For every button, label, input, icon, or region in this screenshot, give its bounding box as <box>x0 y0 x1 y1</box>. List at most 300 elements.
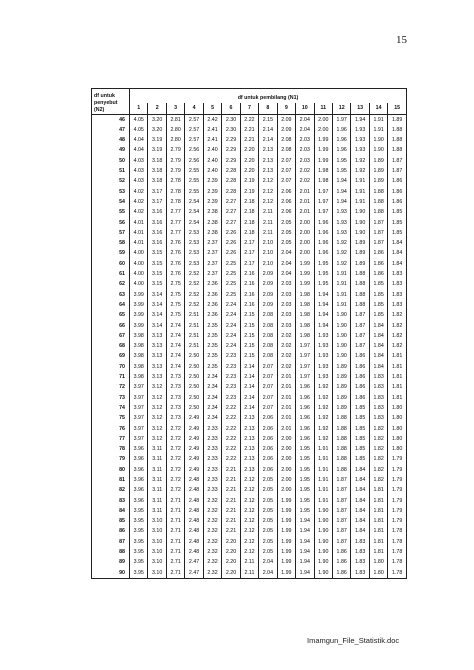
table-cell: 3.17 <box>148 197 166 207</box>
table-cell: 2.20 <box>222 537 240 547</box>
table-cell: 1.92 <box>351 156 369 166</box>
table-cell: 2.08 <box>259 310 277 320</box>
table-cell: 1.88 <box>388 135 407 145</box>
table-row <box>92 238 407 248</box>
table-cell: 2.13 <box>240 434 258 444</box>
table-cell: 1.88 <box>332 465 350 475</box>
table-cell: 4.03 <box>130 156 148 166</box>
table-cell: 1.82 <box>369 424 387 434</box>
table-cell: 2.12 <box>259 197 277 207</box>
table-cell: 1.85 <box>388 218 407 228</box>
table-cell: 2.34 <box>203 372 221 382</box>
table-cell: 2.27 <box>222 218 240 228</box>
page-number: 15 <box>396 34 407 46</box>
table-cell: 1.93 <box>314 341 332 351</box>
table-cell: 1.93 <box>351 125 369 135</box>
table-cell: 1.87 <box>351 331 369 341</box>
table-cell: 2.02 <box>277 351 295 361</box>
table-row <box>92 506 407 516</box>
table-cell: 3.14 <box>148 321 166 331</box>
table-row <box>92 156 407 166</box>
table-cell: 2.37 <box>203 269 221 279</box>
table-cell: 3.16 <box>148 228 166 238</box>
table-cell: 1.93 <box>332 228 350 238</box>
table-cell: 3.95 <box>130 516 148 526</box>
table-cell: 1.85 <box>388 207 407 217</box>
table-row <box>92 444 407 454</box>
table-cell: 1.99 <box>314 145 332 155</box>
table-cell: 3.10 <box>148 547 166 557</box>
table-cell: 2.22 <box>222 434 240 444</box>
table-cell: 1.95 <box>332 166 350 176</box>
table-cell: 1.98 <box>296 290 314 300</box>
table-cell: 1.91 <box>314 454 332 464</box>
table-cell: 2.39 <box>203 187 221 197</box>
table-cell: 1.84 <box>369 331 387 341</box>
table-cell: 2.14 <box>240 362 258 372</box>
row-df-label: 73 <box>119 394 125 401</box>
table-cell: 2.05 <box>259 506 277 516</box>
table-cell: 1.82 <box>388 321 407 331</box>
table-cell: 1.92 <box>332 248 350 258</box>
table-cell: 3.96 <box>130 465 148 475</box>
table-cell: 2.15 <box>240 331 258 341</box>
table-cell: 1.82 <box>369 454 387 464</box>
table-cell: 1.88 <box>369 187 387 197</box>
table-cell: 1.83 <box>369 413 387 423</box>
table-cell: 1.94 <box>296 547 314 557</box>
table-row <box>92 413 407 423</box>
table-cell: 3.99 <box>130 321 148 331</box>
table-cell: 2.05 <box>259 496 277 506</box>
table-cell: 1.84 <box>351 516 369 526</box>
column-number: 12 <box>332 103 350 114</box>
table-cell: 1.99 <box>277 557 295 567</box>
table-cell: 2.15 <box>240 351 258 361</box>
row-df-label: 87 <box>119 538 125 545</box>
table-cell: 1.86 <box>369 259 387 269</box>
table-cell: 2.34 <box>203 393 221 403</box>
table-cell: 1.93 <box>314 331 332 341</box>
table-cell: 3.98 <box>130 341 148 351</box>
table-cell: 2.06 <box>277 187 295 197</box>
table-cell: 2.02 <box>296 166 314 176</box>
table-cell: 2.74 <box>166 351 184 361</box>
table-cell: 2.03 <box>277 279 295 289</box>
row-df-label: 75 <box>119 415 125 422</box>
table-cell: 2.13 <box>259 145 277 155</box>
table-cell: 2.14 <box>259 125 277 135</box>
table-cell: 2.71 <box>166 496 184 506</box>
table-cell: 1.96 <box>332 135 350 145</box>
table-cell: 2.00 <box>277 465 295 475</box>
table-row <box>92 362 407 372</box>
table-cell: 2.27 <box>222 197 240 207</box>
table-cell: 1.90 <box>332 331 350 341</box>
row-df-label: 88 <box>119 549 125 556</box>
table-cell: 2.57 <box>185 135 203 145</box>
table-cell: 2.12 <box>259 176 277 186</box>
table-cell: 2.52 <box>185 279 203 289</box>
table-cell: 1.82 <box>369 465 387 475</box>
table-cell: 1.87 <box>388 156 407 166</box>
table-cell: 2.22 <box>222 413 240 423</box>
table-row <box>92 145 407 155</box>
table-cell: 4.02 <box>130 187 148 197</box>
table-cell: 2.32 <box>203 506 221 516</box>
table-cell: 2.77 <box>166 207 184 217</box>
table-cell: 1.80 <box>388 424 407 434</box>
table-cell: 2.35 <box>203 362 221 372</box>
table-cell: 2.03 <box>296 145 314 155</box>
table-cell: 1.84 <box>369 341 387 351</box>
table-cell: 1.83 <box>369 382 387 392</box>
table-cell: 1.86 <box>351 393 369 403</box>
table-cell: 2.20 <box>240 166 258 176</box>
table-cell: 1.79 <box>388 496 407 506</box>
table-cell: 1.80 <box>388 434 407 444</box>
table-cell: 1.85 <box>351 403 369 413</box>
table-cell: 2.14 <box>259 135 277 145</box>
table-cell: 3.98 <box>130 362 148 372</box>
table-cell: 2.54 <box>185 207 203 217</box>
table-cell: 2.10 <box>259 259 277 269</box>
column-number: 10 <box>296 103 314 114</box>
table-cell: 1.83 <box>351 537 369 547</box>
table-cell: 2.04 <box>277 269 295 279</box>
row-df-label: 63 <box>119 291 125 298</box>
column-number: 11 <box>314 103 332 114</box>
row-df-label: 47 <box>119 126 125 133</box>
table-cell: 1.96 <box>314 238 332 248</box>
row-df-label: 59 <box>119 250 125 257</box>
row-df-label: 84 <box>119 507 125 514</box>
table-cell: 2.02 <box>277 331 295 341</box>
row-df-label: 90 <box>119 569 125 576</box>
table-cell: 1.88 <box>369 197 387 207</box>
table-row <box>92 290 407 300</box>
row-df-label: 60 <box>119 260 125 267</box>
table-cell: 2.04 <box>259 557 277 567</box>
table-cell: 1.78 <box>388 547 407 557</box>
table-cell: 1.93 <box>314 372 332 382</box>
table-cell: 3.10 <box>148 516 166 526</box>
table-cell: 1.95 <box>296 485 314 495</box>
table-cell: 2.00 <box>277 475 295 485</box>
table-cell: 2.20 <box>222 557 240 567</box>
table-cell: 2.11 <box>240 568 258 579</box>
table-cell: 3.15 <box>148 269 166 279</box>
table-cell: 2.71 <box>166 526 184 536</box>
table-row <box>92 269 407 279</box>
table-cell: 2.76 <box>166 248 184 258</box>
table-cell: 1.93 <box>332 218 350 228</box>
table-cell: 2.24 <box>222 341 240 351</box>
table-cell: 1.96 <box>314 248 332 258</box>
table-cell: 2.03 <box>296 135 314 145</box>
row-df-label: 55 <box>119 209 125 216</box>
column-number: 7 <box>240 103 258 114</box>
table-cell: 2.23 <box>222 351 240 361</box>
table-row <box>92 176 407 186</box>
table-cell: 1.95 <box>296 454 314 464</box>
table-cell: 2.08 <box>277 145 295 155</box>
table-cell: 1.94 <box>332 187 350 197</box>
table-cell: 2.37 <box>203 259 221 269</box>
table-cell: 2.07 <box>259 403 277 413</box>
table-cell: 1.99 <box>277 506 295 516</box>
table-cell: 1.89 <box>369 156 387 166</box>
table-cell: 2.35 <box>203 331 221 341</box>
table-cell: 2.17 <box>240 259 258 269</box>
table-cell: 2.34 <box>203 382 221 392</box>
table-cell: 1.95 <box>332 156 350 166</box>
table-cell: 2.50 <box>185 403 203 413</box>
table-cell: 2.16 <box>240 290 258 300</box>
table-cell: 2.52 <box>185 290 203 300</box>
table-cell: 1.94 <box>314 310 332 320</box>
table-cell: 1.83 <box>369 393 387 403</box>
table-cell: 2.01 <box>296 187 314 197</box>
table-cell: 2.48 <box>185 506 203 516</box>
table-cell: 2.50 <box>185 351 203 361</box>
table-cell: 2.71 <box>166 537 184 547</box>
table-cell: 2.74 <box>166 331 184 341</box>
table-cell: 1.99 <box>314 156 332 166</box>
table-cell: 2.76 <box>166 238 184 248</box>
table-cell: 2.03 <box>277 321 295 331</box>
row-df-label: 62 <box>119 281 125 288</box>
table-cell: 2.50 <box>185 382 203 392</box>
table-cell: 1.82 <box>369 475 387 485</box>
table-cell: 1.95 <box>314 279 332 289</box>
table-row <box>92 228 407 238</box>
table-cell: 2.26 <box>222 228 240 238</box>
table-cell: 1.78 <box>388 557 407 567</box>
table-cell: 1.86 <box>332 568 350 579</box>
row-df-label: 58 <box>119 240 125 247</box>
table-cell: 2.13 <box>240 444 258 454</box>
table-cell: 2.08 <box>259 321 277 331</box>
table-cell: 3.11 <box>148 485 166 495</box>
table-cell: 2.15 <box>259 114 277 125</box>
table-cell: 2.35 <box>203 341 221 351</box>
table-cell: 1.81 <box>388 382 407 392</box>
table-cell: 4.02 <box>130 207 148 217</box>
table-cell: 2.80 <box>166 135 184 145</box>
table-cell: 1.90 <box>314 516 332 526</box>
table-cell: 2.16 <box>240 269 258 279</box>
table-cell: 2.53 <box>185 259 203 269</box>
table-cell: 2.72 <box>166 444 184 454</box>
table-cell: 2.05 <box>259 537 277 547</box>
table-cell: 4.00 <box>130 248 148 258</box>
table-cell: 1.94 <box>332 176 350 186</box>
table-cell: 3.99 <box>130 290 148 300</box>
table-cell: 3.12 <box>148 434 166 444</box>
row-header-label: df untuk penyebut (N2) <box>92 89 130 115</box>
table-cell: 2.05 <box>259 475 277 485</box>
table-cell: 1.84 <box>351 485 369 495</box>
row-df-label: 69 <box>119 353 125 360</box>
table-cell: 1.99 <box>314 135 332 145</box>
table-cell: 1.85 <box>369 279 387 289</box>
table-cell: 2.78 <box>166 176 184 186</box>
row-df-label: 54 <box>119 198 125 205</box>
table-cell: 1.89 <box>369 176 387 186</box>
table-cell: 3.18 <box>148 156 166 166</box>
row-df-label: 46 <box>119 116 125 123</box>
table-cell: 2.48 <box>185 526 203 536</box>
table-cell: 1.94 <box>296 516 314 526</box>
table-cell: 2.51 <box>185 321 203 331</box>
column-number: 9 <box>277 103 295 114</box>
table-cell: 2.12 <box>240 496 258 506</box>
table-row <box>92 382 407 392</box>
table-cell: 2.05 <box>277 238 295 248</box>
table-cell: 2.02 <box>277 341 295 351</box>
table-cell: 2.78 <box>166 197 184 207</box>
table-cell: 2.47 <box>185 557 203 567</box>
table-row <box>92 475 407 485</box>
table-cell: 1.88 <box>351 269 369 279</box>
table-cell: 1.90 <box>351 218 369 228</box>
table-cell: 1.79 <box>388 516 407 526</box>
table-cell: 1.99 <box>277 526 295 536</box>
table-cell: 2.79 <box>166 166 184 176</box>
table-cell: 2.11 <box>259 207 277 217</box>
table-cell: 1.81 <box>369 496 387 506</box>
table-cell: 2.20 <box>240 156 258 166</box>
table-cell: 2.16 <box>240 279 258 289</box>
table-row <box>92 207 407 217</box>
row-df-label: 85 <box>119 518 125 525</box>
table-cell: 2.07 <box>259 372 277 382</box>
table-cell: 2.32 <box>203 547 221 557</box>
row-df-label: 56 <box>119 219 125 226</box>
table-cell: 2.73 <box>166 382 184 392</box>
table-cell: 1.97 <box>314 197 332 207</box>
table-cell: 2.25 <box>222 269 240 279</box>
row-df-label: 57 <box>119 229 125 236</box>
table-cell: 1.89 <box>388 114 407 125</box>
table-cell: 4.03 <box>130 166 148 176</box>
table-row <box>92 393 407 403</box>
table-cell: 4.01 <box>130 228 148 238</box>
table-cell: 1.79 <box>388 506 407 516</box>
table-cell: 2.01 <box>277 372 295 382</box>
table-cell: 2.18 <box>240 207 258 217</box>
row-df-label: 70 <box>119 363 125 370</box>
table-cell: 1.97 <box>314 187 332 197</box>
table-cell: 2.00 <box>277 485 295 495</box>
table-cell: 2.21 <box>222 516 240 526</box>
table-cell: 1.93 <box>314 362 332 372</box>
table-cell: 3.12 <box>148 403 166 413</box>
table-cell: 2.05 <box>259 485 277 495</box>
table-cell: 1.94 <box>314 321 332 331</box>
table-cell: 1.91 <box>314 444 332 454</box>
table-cell: 1.93 <box>351 145 369 155</box>
table-cell: 2.24 <box>222 331 240 341</box>
row-df-label: 52 <box>119 178 125 185</box>
table-cell: 2.19 <box>240 187 258 197</box>
table-cell: 4.04 <box>130 145 148 155</box>
table-cell: 1.92 <box>332 238 350 248</box>
table-cell: 2.06 <box>259 465 277 475</box>
table-cell: 4.00 <box>130 269 148 279</box>
table-cell: 2.12 <box>240 547 258 557</box>
table-cell: 1.99 <box>277 537 295 547</box>
table-cell: 1.80 <box>369 557 387 567</box>
table-cell: 1.86 <box>351 372 369 382</box>
table-cell: 3.15 <box>148 279 166 289</box>
table-cell: 2.29 <box>222 156 240 166</box>
row-df-label: 72 <box>119 384 125 391</box>
table-cell: 1.97 <box>296 362 314 372</box>
table-cell: 2.36 <box>203 310 221 320</box>
table-cell: 1.97 <box>296 372 314 382</box>
table-row <box>92 114 407 125</box>
table-cell: 2.73 <box>166 372 184 382</box>
table-cell: 2.08 <box>259 331 277 341</box>
table-cell: 2.79 <box>166 145 184 155</box>
table-cell: 1.90 <box>369 135 387 145</box>
table-cell: 1.87 <box>332 537 350 547</box>
table-cell: 2.48 <box>185 485 203 495</box>
table-cell: 1.86 <box>369 248 387 258</box>
table-cell: 2.75 <box>166 300 184 310</box>
table-cell: 2.38 <box>203 228 221 238</box>
table-cell: 3.98 <box>130 331 148 341</box>
table-cell: 3.10 <box>148 537 166 547</box>
table-cell: 2.33 <box>203 454 221 464</box>
column-number: 2 <box>148 103 166 114</box>
table-cell: 2.49 <box>185 424 203 434</box>
table-row <box>92 135 407 145</box>
table-cell: 2.10 <box>259 238 277 248</box>
table-cell: 2.18 <box>240 228 258 238</box>
table-cell: 1.90 <box>314 568 332 579</box>
table-cell: 1.84 <box>351 465 369 475</box>
table-cell: 3.11 <box>148 444 166 454</box>
row-df-label: 78 <box>119 446 125 453</box>
table-cell: 2.72 <box>166 465 184 475</box>
column-number: 6 <box>222 103 240 114</box>
row-df-label: 79 <box>119 456 125 463</box>
table-cell: 3.95 <box>130 526 148 536</box>
row-df-label: 76 <box>119 425 125 432</box>
table-cell: 1.88 <box>332 413 350 423</box>
table-cell: 1.91 <box>332 300 350 310</box>
table-cell: 2.01 <box>277 413 295 423</box>
table-cell: 3.10 <box>148 557 166 567</box>
table-cell: 1.96 <box>296 434 314 444</box>
table-cell: 2.09 <box>259 279 277 289</box>
table-row <box>92 166 407 176</box>
table-cell: 2.07 <box>259 393 277 403</box>
table-cell: 1.99 <box>296 269 314 279</box>
table-cell: 1.91 <box>369 125 387 135</box>
table-cell: 3.20 <box>148 114 166 125</box>
table-cell: 1.90 <box>314 526 332 536</box>
table-cell: 2.14 <box>240 382 258 392</box>
table-cell: 2.49 <box>185 454 203 464</box>
table-cell: 2.56 <box>185 145 203 155</box>
table-cell: 1.88 <box>351 290 369 300</box>
row-df-label: 68 <box>119 343 125 350</box>
table-cell: 1.91 <box>314 496 332 506</box>
